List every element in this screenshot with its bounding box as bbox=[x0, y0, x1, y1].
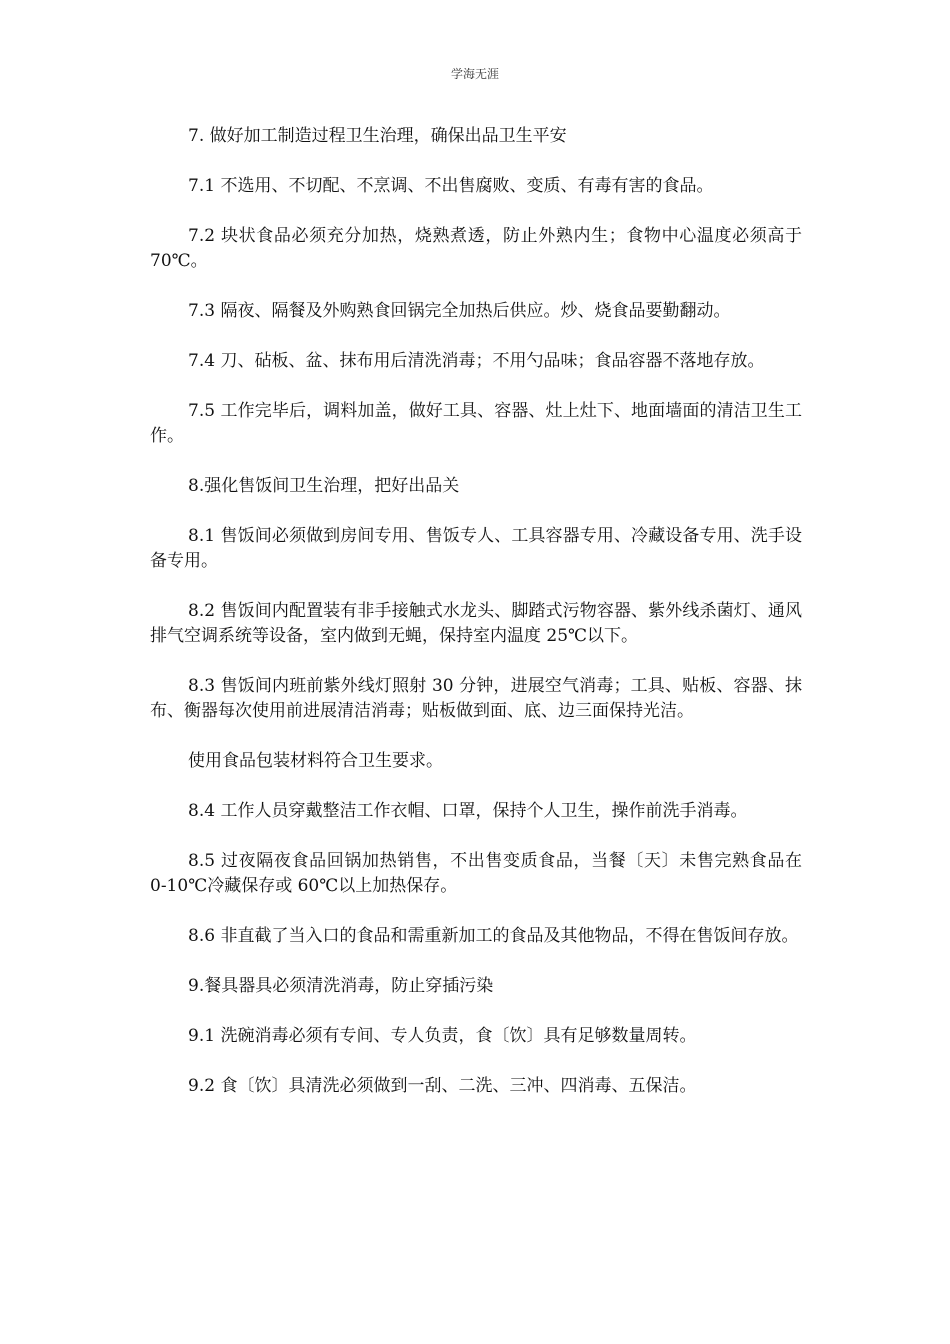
paragraph-8-6: 8.6 非直截了当入口的食品和需重新加工的食品及其他物品，不得在售饭间存放。 bbox=[188, 926, 799, 946]
paragraph-9-1: 9.1 洗碗消毒必须有专间、专人负责，食〔饮〕具有足够数量周转。 bbox=[188, 1026, 697, 1046]
heading-section-9: 9.餐具器具必须清洗消毒，防止穿插污染 bbox=[188, 976, 494, 996]
paragraph-7-4: 7.4 刀、砧板、盆、抹布用后清洗消毒；不用勺品味；食品容器不落地存放。 bbox=[188, 351, 765, 371]
heading-section-8: 8.强化售饭间卫生治理，把好出品关 bbox=[188, 476, 460, 496]
paragraph-7-5: 7.5 工作完毕后，调料加盖，做好工具、容器、灶上灶下、地面墙面的清洁卫生工作。 bbox=[150, 401, 802, 446]
paragraph-packaging: 使用食品包装材料符合卫生要求。 bbox=[188, 751, 443, 771]
document-body bbox=[150, 124, 802, 1124]
paragraph-7-1: 7.1 不选用、不切配、不烹调、不出售腐败、变质、有毒有害的食品。 bbox=[188, 176, 714, 196]
paragraph-7-2: 7.2 块状食品必须充分加热，烧熟煮透，防止外熟内生；食物中心温度必须高于 70℃。 bbox=[150, 226, 802, 271]
paragraph-8-2: 8.2 售饭间内配置装有非手接触式水龙头、脚踏式污物容器、紫外线杀菌灯、通风排气空调系统等设备，室内做到无蝇，保持室内温度 25℃以下。 bbox=[150, 601, 802, 646]
paragraph-7-3: 7.3 隔夜、隔餐及外购熟食回锅完全加热后供应。炒、烧食品要勤翻动。 bbox=[188, 301, 731, 321]
paragraph-8-5: 8.5 过夜隔夜食品回锅加热销售，不出售变质食品，当餐〔天〕未售完熟食品在 0-10℃冷藏保存或 60℃以上加热保存。 bbox=[150, 851, 802, 896]
paragraph-8-1: 8.1 售饭间必须做到房间专用、售饭专人、工具容器专用、冷藏设备专用、洗手设备专用。 bbox=[150, 526, 802, 571]
paragraph-8-3: 8.3 售饭间内班前紫外线灯照射 30 分钟，进展空气消毒；工具、贴板、容器、抹布、衡器每次使用前进展清洁消毒；贴板做到面、底、边三面保持光洁。 bbox=[150, 676, 802, 721]
heading-section-7: 7. 做好加工制造过程卫生治理，确保出品卫生平安 bbox=[188, 126, 567, 146]
page-header: 学海无涯 bbox=[450, 67, 499, 81]
paragraph-8-4: 8.4 工作人员穿戴整洁工作衣帽、口罩，保持个人卫生，操作前洗手消毒。 bbox=[188, 801, 748, 821]
paragraph-9-2: 9.2 食〔饮〕具清洗必须做到一刮、二洗、三冲、四消毒、五保洁。 bbox=[188, 1076, 697, 1096]
